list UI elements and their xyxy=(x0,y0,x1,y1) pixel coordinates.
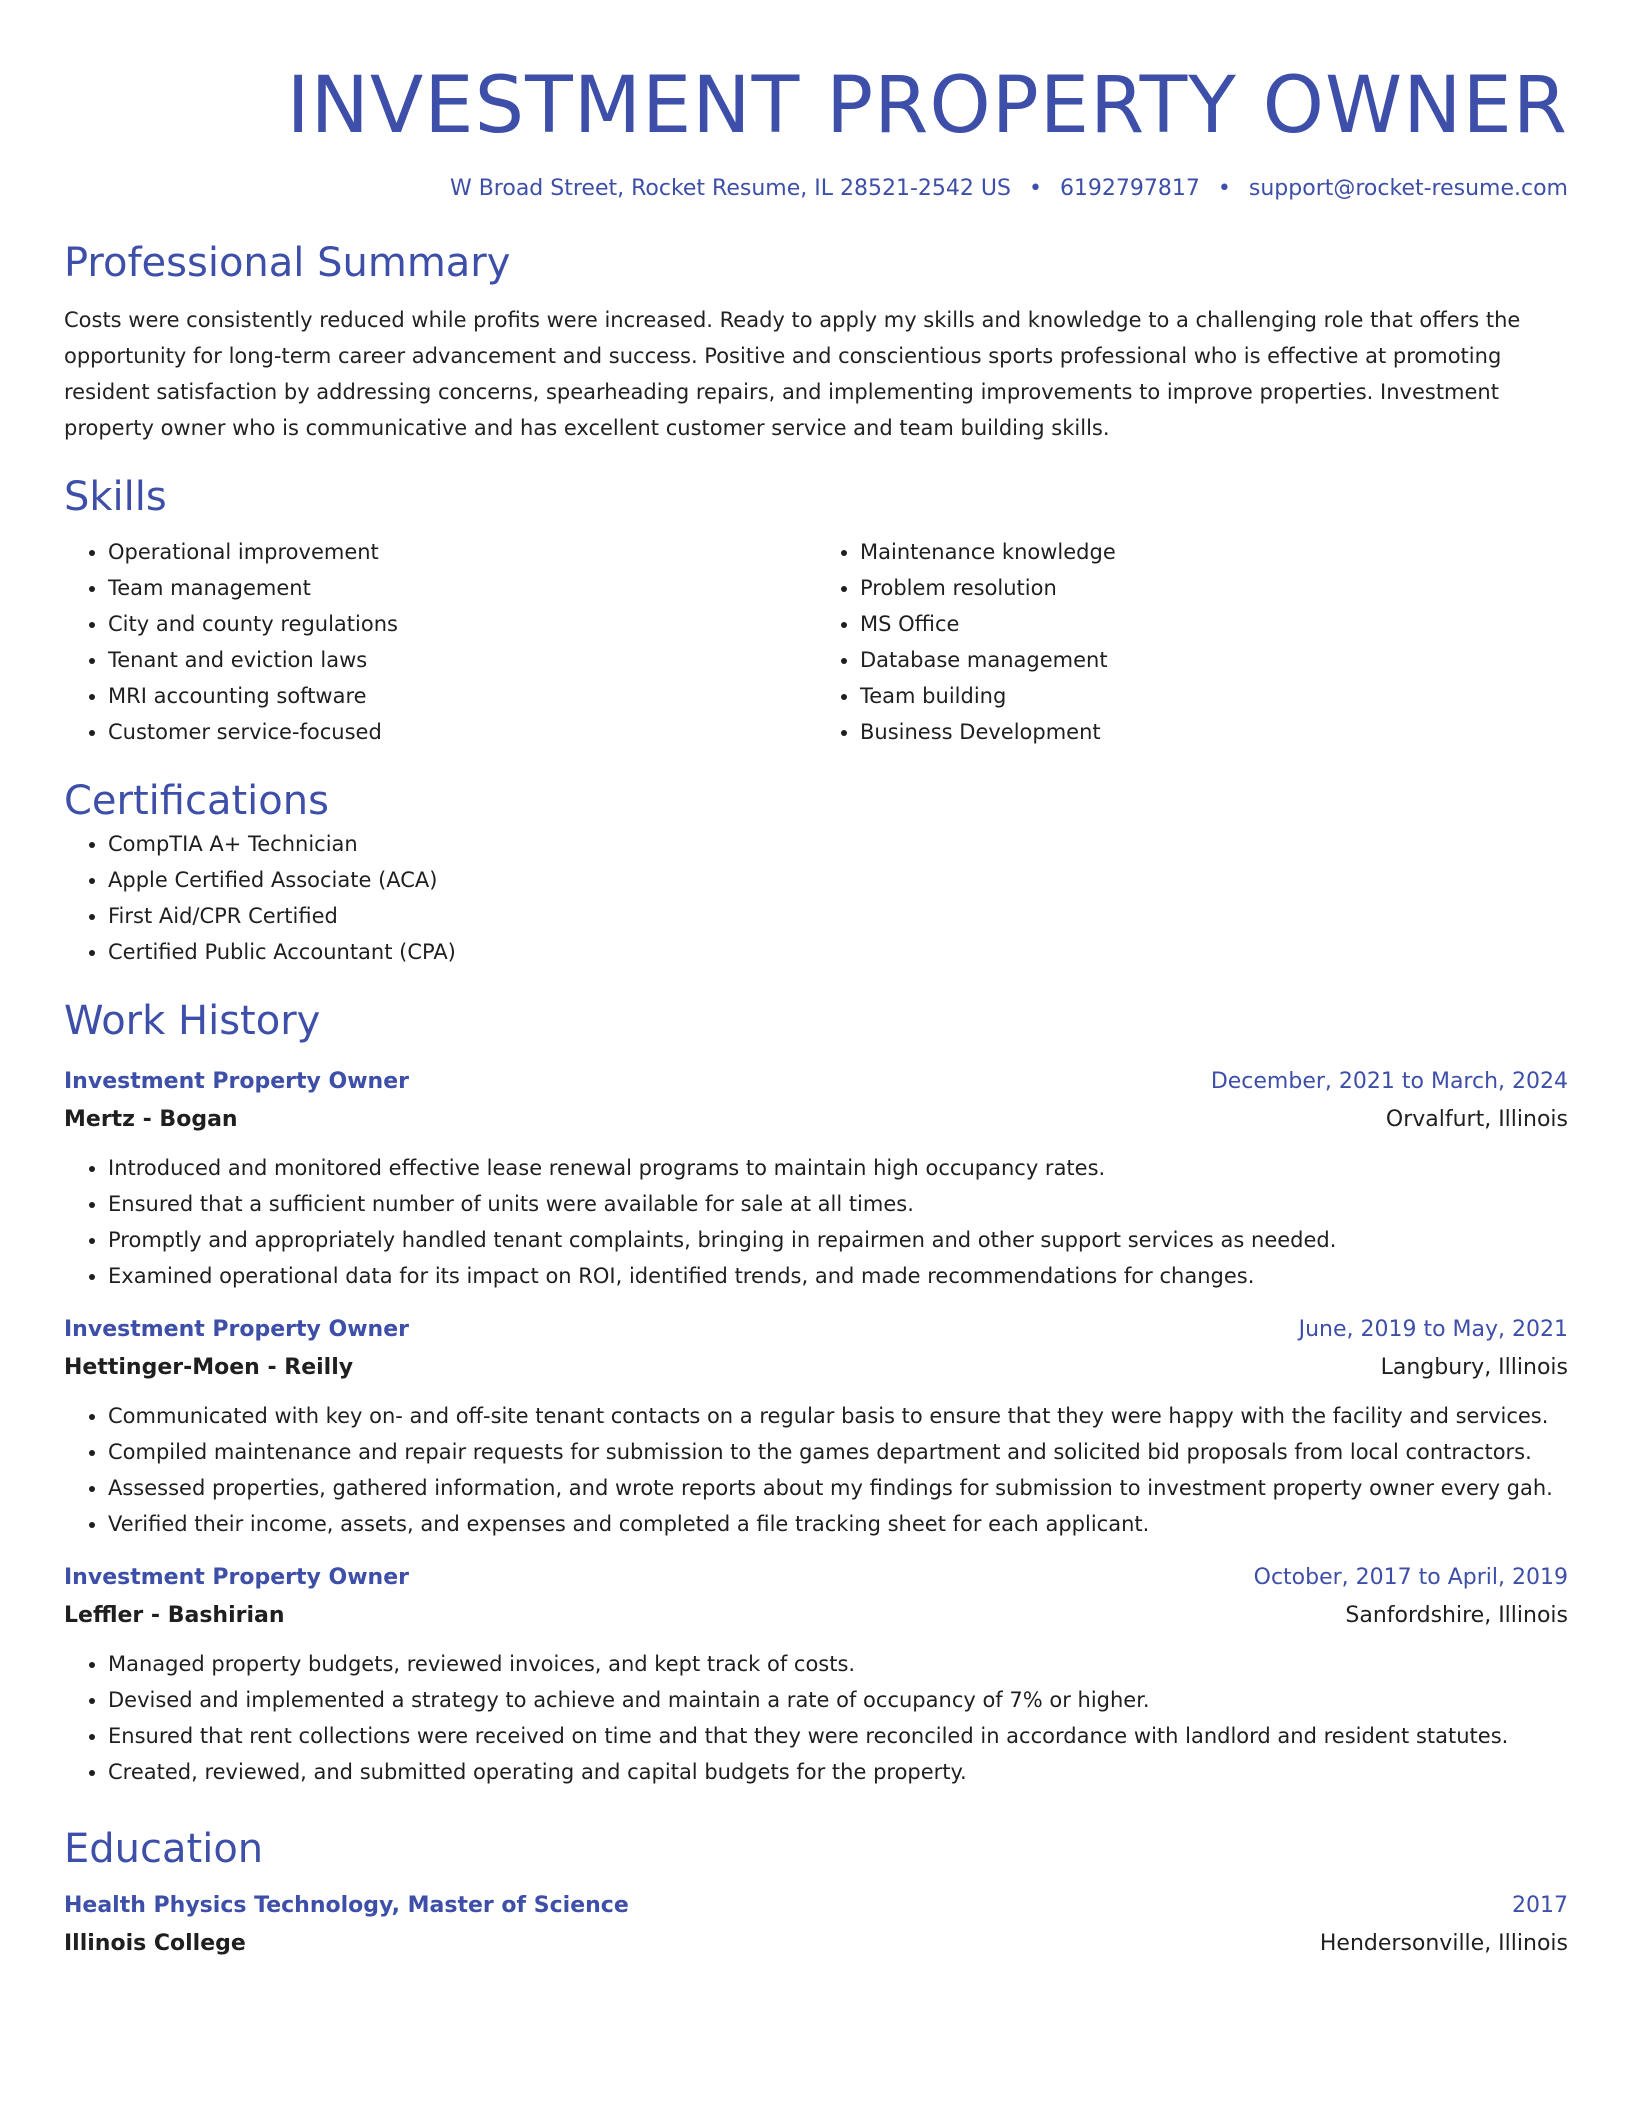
education-school: Illinois College xyxy=(64,1931,246,1956)
skills-grid xyxy=(64,534,1568,750)
contact-phone: 6192797817 xyxy=(1059,176,1200,201)
certification-item: • Apple Certified Associate (ACA) xyxy=(108,862,1568,898)
job-company: Leffler - Bashirian xyxy=(64,1603,285,1628)
job-dates: October, 2017 to April, 2019 xyxy=(1253,1565,1568,1590)
job-bullet: • Promptly and appropriately handled tenant complaints, bringing in repairmen and other support services as needed. xyxy=(108,1222,1568,1258)
job-title: Investment Property Owner xyxy=(64,1069,409,1094)
skill-item: • MRI accounting software xyxy=(108,678,816,714)
skills-list-left xyxy=(64,534,816,750)
job-title: Investment Property Owner xyxy=(64,1565,409,1590)
contact-address: W Broad Street, Rocket Resume, IL 28521-2542 US xyxy=(449,176,1011,201)
job-bullet: • Assessed properties, gathered information, and wrote reports about my findings for submission to investment property owner every gah. xyxy=(108,1470,1568,1506)
skills-list-right xyxy=(816,534,1568,750)
education-degree: Health Physics Technology, Master of Science xyxy=(64,1893,629,1918)
job-bullet: • Ensured that a sufficient number of units were available for sale at all times. xyxy=(108,1186,1568,1222)
job-location: Sanfordshire, Illinois xyxy=(1345,1603,1568,1628)
skill-item: • Customer service-focused xyxy=(108,714,816,750)
job-entry xyxy=(64,1064,1568,1294)
job-bullet: • Verified their income, assets, and expenses and completed a file tracking sheet for each applicant. xyxy=(108,1506,1568,1542)
skill-item: • Database management xyxy=(860,642,1568,678)
skill-item: • Maintenance knowledge xyxy=(860,534,1568,570)
certifications-heading: Certifications xyxy=(64,778,329,824)
skill-item: • Tenant and eviction laws xyxy=(108,642,816,678)
certification-item: • Certified Public Accountant (CPA) xyxy=(108,934,1568,970)
job-dates: June, 2019 to May, 2021 xyxy=(1298,1317,1568,1342)
contact-separator: • xyxy=(1028,176,1042,201)
education-entry xyxy=(64,1888,1568,1964)
contact-line xyxy=(64,174,1568,204)
job-bullet: • Ensured that rent collections were received on time and that they were reconciled in accordance with landlord and resident statutes. xyxy=(108,1718,1568,1754)
job-location: Orvalfurt, Illinois xyxy=(1385,1107,1568,1132)
summary-text: Costs were consistently reduced while profits were increased. Ready to apply my skills and knowledge to a challenging role that offers the opportunity for long-term career advancement and success. Positive and conscientious sports professional who is effective at promoting resident satisfaction by addressing concerns, spearheading repairs, and implementing improvements to improve properties. Investment property owner who is communicative and has excellent customer service and team building skills. xyxy=(64,308,1521,440)
job-bullet: • Managed property budgets, reviewed invoices, and kept track of costs. xyxy=(108,1646,1568,1682)
job-entry xyxy=(64,1560,1568,1790)
skill-item: • Problem resolution xyxy=(860,570,1568,606)
education-year: 2017 xyxy=(1512,1893,1568,1918)
skills-heading: Skills xyxy=(64,474,167,520)
contact-separator: • xyxy=(1217,176,1231,201)
job-bullet: • Introduced and monitored effective lease renewal programs to maintain high occupancy rates. xyxy=(108,1150,1568,1186)
job-company: Mertz - Bogan xyxy=(64,1107,238,1132)
job-dates: December, 2021 to March, 2024 xyxy=(1210,1069,1568,1094)
job-bullet: • Created, reviewed, and submitted operating and capital budgets for the property. xyxy=(108,1754,1568,1790)
job-entry xyxy=(64,1312,1568,1542)
job-bullets xyxy=(64,1398,1568,1542)
candidate-name: INVESTMENT PROPERTY OWNER xyxy=(286,61,1568,151)
contact-email: support@rocket-resume.com xyxy=(1248,176,1568,201)
education-heading: Education xyxy=(64,1826,264,1872)
summary-heading: Professional Summary xyxy=(64,240,511,286)
certification-item: • CompTIA A+ Technician xyxy=(108,826,1568,862)
certifications-list xyxy=(64,826,1568,970)
work-history-heading: Work History xyxy=(64,998,321,1044)
education-location: Hendersonville, Illinois xyxy=(1319,1931,1568,1956)
job-bullet: • Examined operational data for its impact on ROI, identified trends, and made recommendations for changes. xyxy=(108,1258,1568,1294)
job-title: Investment Property Owner xyxy=(64,1317,409,1342)
job-company: Hettinger-Moen - Reilly xyxy=(64,1355,354,1380)
skill-item: • MS Office xyxy=(860,606,1568,642)
job-bullet: • Communicated with key on- and off-site tenant contacts on a regular basis to ensure that they were happy with the facility and services. xyxy=(108,1398,1568,1434)
job-bullets xyxy=(64,1150,1568,1294)
job-bullet: • Compiled maintenance and repair requests for submission to the games department and solicited bid proposals from local contractors. xyxy=(108,1434,1568,1470)
skill-item: • Team management xyxy=(108,570,816,606)
certification-item: • First Aid/CPR Certified xyxy=(108,898,1568,934)
skill-item: • Operational improvement xyxy=(108,534,816,570)
job-bullets xyxy=(64,1646,1568,1790)
job-location: Langbury, Illinois xyxy=(1380,1355,1568,1380)
job-bullet: • Devised and implemented a strategy to achieve and maintain a rate of occupancy of 7% or higher. xyxy=(108,1682,1568,1718)
skill-item: • Business Development xyxy=(860,714,1568,750)
skill-item: • City and county regulations xyxy=(108,606,816,642)
skill-item: • Team building xyxy=(860,678,1568,714)
